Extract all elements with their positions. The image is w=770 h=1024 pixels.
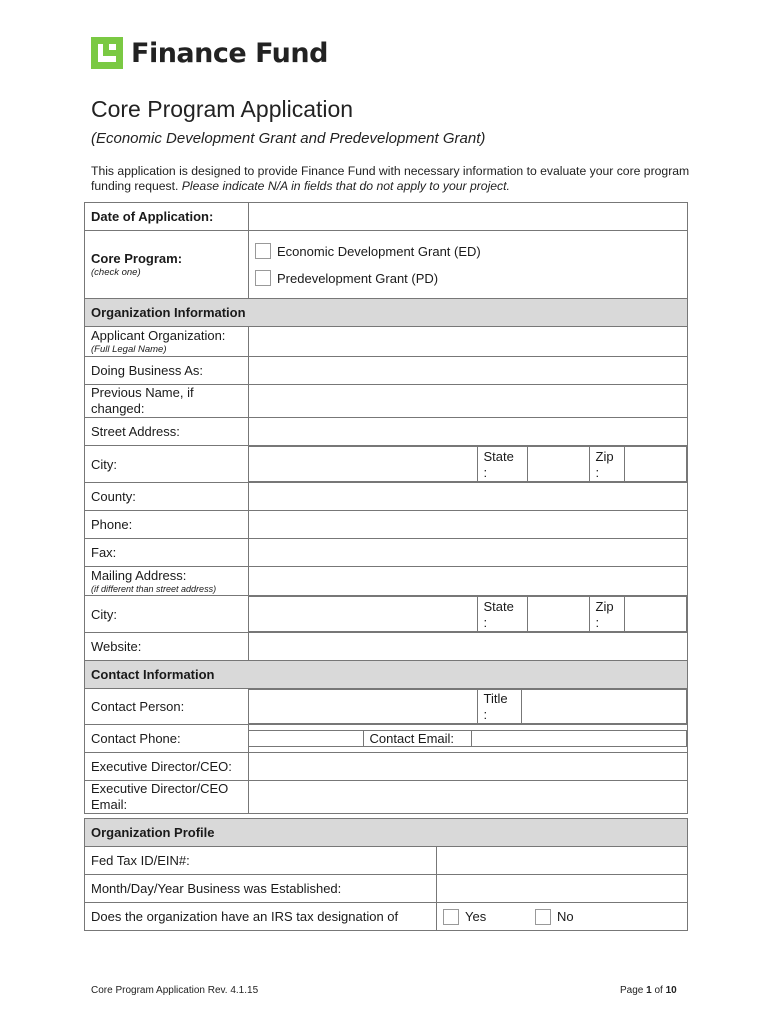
page-total: 10 [665,985,677,996]
contact-info-header: Contact Information [85,661,688,689]
city2-label: City: [85,596,249,633]
org-profile-table [84,818,688,931]
city2-field[interactable] [249,597,477,632]
title-field[interactable] [521,690,687,724]
option-ed[interactable] [255,238,681,265]
previous-name-label: Previous Name, if changed: [85,385,249,418]
finance-fund-logo-icon [91,37,123,69]
ein-label: Fed Tax ID/EIN#: [85,847,437,875]
mailing-label: Mailing Address: [91,568,187,583]
contact-phone-email-cell [249,725,688,753]
core-program-options [249,231,688,299]
no-label: No [557,909,574,924]
footer-page-number [620,985,677,996]
application-form-table [84,202,688,814]
previous-name-field[interactable] [249,385,688,418]
applicant-label: Applicant Organization: [91,328,226,343]
checkbox-ed[interactable] [255,243,271,259]
ed-email-field[interactable] [249,781,688,814]
page-subtitle: (Economic Development Grant and Predevelopment Grant) [91,130,486,147]
intro-text: This application is designed to provide Finance Fund with necessary information to evaluate your core program funding request. [91,164,690,193]
ed-field[interactable] [249,753,688,781]
zip2-field[interactable] [624,597,687,632]
established-label: Month/Day/Year Business was Established: [85,875,437,903]
option-ed-label: Economic Development Grant (ED) [277,243,481,259]
core-program-cell [85,231,249,299]
contact-phone-field[interactable] [249,731,363,747]
ed-label: Executive Director/CEO: [85,753,249,781]
zip2-label: Zip : [589,597,624,632]
phone-field[interactable] [249,511,688,539]
contact-person-title-cell [249,689,688,725]
website-field[interactable] [249,633,688,661]
state-label: State : [477,447,527,482]
fax-field[interactable] [249,539,688,567]
applicant-cell [85,327,249,357]
street-label: Street Address: [85,418,249,446]
yes-label: Yes [465,909,487,924]
state-field[interactable] [527,447,589,482]
zip-field[interactable] [624,447,687,482]
ein-field[interactable] [437,847,688,875]
street-field[interactable] [249,418,688,446]
city-state-zip-cell [249,446,688,483]
phone-label: Phone: [85,511,249,539]
state2-label: State : [477,597,527,632]
contact-email-label: Contact Email: [363,731,471,747]
intro-instruction: Please indicate N/A in fields that do not apply to your project. [181,179,510,193]
logo-text: Finance Fund [131,37,328,69]
core-program-label: Core Program: [91,251,183,266]
city2-state-zip-cell [249,596,688,633]
mailing-cell [85,567,249,596]
contact-email-field[interactable] [471,731,687,747]
irs-label: Does the organization have an IRS tax designation of [85,903,437,931]
applicant-field[interactable] [249,327,688,357]
checkbox-no[interactable] [535,909,551,925]
contact-phone-label: Contact Phone: [85,725,249,753]
option-pd[interactable] [255,265,681,292]
mailing-hint: (if different than street address) [91,584,217,594]
page-title: Core Program Application [91,96,354,122]
org-info-header: Organization Information [85,299,688,327]
title-label: Title : [477,690,521,724]
contact-person-label: Contact Person: [85,689,249,725]
page-current: 1 [646,985,652,996]
date-label: Date of Application: [85,203,249,231]
irs-options [437,903,688,931]
finance-fund-logo [91,36,328,70]
page-of: of [654,985,663,996]
option-pd-label: Predevelopment Grant (PD) [277,270,439,286]
ed-email-label: Executive Director/CEO Email: [85,781,249,814]
dba-label: Doing Business As: [85,357,249,385]
established-field[interactable] [437,875,688,903]
date-field[interactable] [249,203,688,231]
mailing-field[interactable] [249,567,688,596]
state2-field[interactable] [527,597,589,632]
zip-label: Zip : [589,447,624,482]
intro-paragraph [91,164,691,194]
website-label: Website: [85,633,249,661]
dba-field[interactable] [249,357,688,385]
county-field[interactable] [249,483,688,511]
footer-revision: Core Program Application Rev. 4.1.15 [91,985,259,996]
org-profile-header: Organization Profile [85,819,688,847]
contact-person-field[interactable] [249,690,477,724]
core-program-hint: (check one) [91,267,141,278]
city-label: City: [85,446,249,483]
fax-label: Fax: [85,539,249,567]
checkbox-pd[interactable] [255,270,271,286]
applicant-hint: (Full Legal Name) [91,344,167,355]
county-label: County: [85,483,249,511]
checkbox-yes[interactable] [443,909,459,925]
page-prefix: Page [620,985,644,996]
city-field[interactable] [249,447,477,482]
